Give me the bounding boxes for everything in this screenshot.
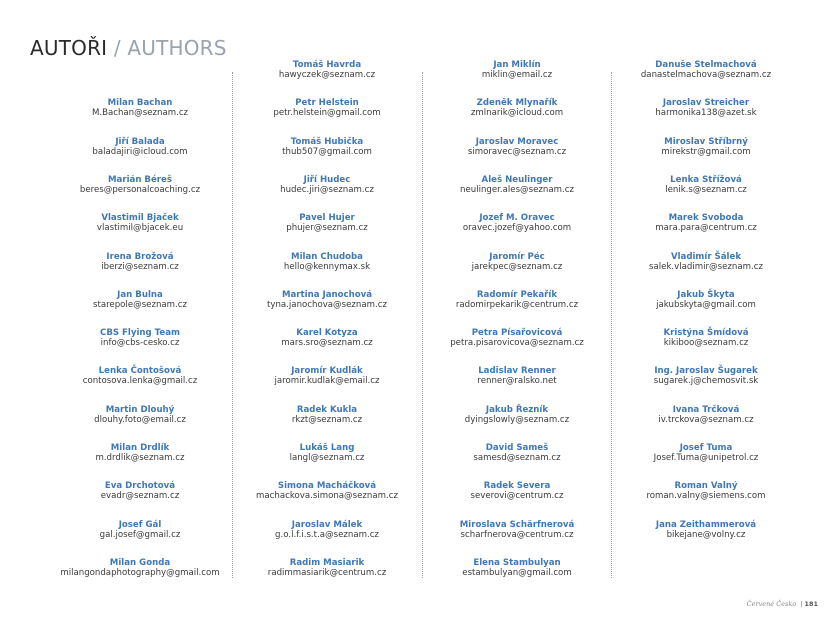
author-name: Jiří Hudec — [303, 174, 351, 185]
footer-separator: | — [800, 600, 803, 608]
author-name: Pavel Hujer — [299, 213, 355, 224]
author-name: Zdeněk Mlynařík — [476, 98, 558, 109]
author-entry — [428, 481, 606, 501]
author-name: Josef Gál — [118, 519, 162, 530]
author-entry — [617, 252, 795, 272]
author-email[interactable]: rkzt@seznam.cz — [291, 414, 363, 425]
author-email[interactable]: Josef.Tuma@unipetrol.cz — [653, 453, 759, 463]
author-email[interactable]: mirekstr@gmail.com — [661, 146, 751, 157]
author-email[interactable]: dyingslowly@seznam.cz — [464, 414, 570, 425]
author-email[interactable]: iberzi@seznam.cz — [101, 261, 179, 272]
author-name: Karel Kotyza — [296, 328, 358, 339]
author-email[interactable]: jakubskyta@gmail.com — [656, 299, 756, 310]
author-email[interactable]: neulinger.ales@seznam.cz — [460, 184, 574, 195]
author-email[interactable]: lenik.s@seznam.cz — [665, 184, 747, 195]
author-email[interactable]: samesd@seznam.cz — [473, 453, 561, 463]
author-entry — [428, 252, 606, 272]
author-email[interactable]: baladajiri@icloud.com — [92, 146, 188, 157]
author-email[interactable]: renner@ralsko.net — [477, 376, 557, 387]
author-name: Milan Bachan — [107, 98, 173, 109]
author-email[interactable]: zmlnarik@icloud.com — [470, 108, 564, 119]
author-entry — [428, 558, 606, 578]
author-entry — [617, 481, 795, 501]
author-name: Jozef M. Oravec — [479, 213, 555, 224]
author-name: Ivana Trčková — [672, 404, 740, 415]
author-name: Roman Valný — [674, 481, 738, 492]
author-entry — [51, 366, 229, 386]
author-email[interactable]: mara.para@centrum.cz — [655, 223, 757, 234]
author-email[interactable]: bikejane@volny.cz — [666, 529, 746, 540]
author-entry — [238, 328, 416, 348]
author-email[interactable]: jaromir.kudlak@email.cz — [274, 376, 380, 387]
column-divider — [611, 72, 612, 578]
author-entry — [428, 520, 606, 540]
author-email[interactable]: M.Bachan@seznam.cz — [91, 108, 189, 119]
author-entry — [238, 98, 416, 118]
title-separator: / — [107, 36, 128, 60]
author-name: Vlastimil Bjaček — [101, 213, 179, 224]
author-name: Petr Helstein — [295, 98, 359, 109]
author-name: Martina Janochová — [281, 289, 373, 300]
author-entry — [51, 98, 229, 118]
author-email[interactable]: machackova.simona@seznam.cz — [256, 491, 398, 502]
author-name: Elena Stambulyan — [473, 557, 561, 568]
author-entry — [238, 290, 416, 310]
author-email[interactable]: miklin@email.cz — [481, 70, 553, 80]
author-entry — [428, 213, 606, 233]
author-entry — [51, 443, 229, 463]
footer-magazine: Červené Česko — [746, 600, 797, 608]
author-name: Milan Drdlík — [110, 443, 170, 453]
author-email[interactable]: thub507@gmail.com — [282, 146, 372, 157]
author-entry — [51, 252, 229, 272]
author-entry — [51, 213, 229, 233]
author-email[interactable]: roman.valny@siemens.com — [646, 491, 766, 502]
author-entry — [238, 137, 416, 157]
author-name: Tomáš Havrda — [292, 60, 362, 70]
author-name: Martin Dlouhý — [105, 404, 175, 415]
author-entry — [428, 98, 606, 118]
author-email[interactable]: hudec.jiri@seznam.cz — [280, 184, 374, 195]
author-name: Radek Kukla — [296, 404, 358, 415]
author-name: Petra Písařovicová — [471, 328, 563, 339]
author-entry — [428, 405, 606, 425]
page-footer — [747, 600, 818, 608]
author-name: Radim Masiarik — [289, 557, 365, 568]
author-email[interactable]: info@cbs-cesko.cz — [100, 338, 180, 349]
author-email[interactable]: phujer@seznam.cz — [286, 223, 368, 234]
author-entry — [617, 290, 795, 310]
author-email[interactable]: estambulyan@gmail.com — [462, 567, 572, 578]
author-name: Jaroslav Moravec — [475, 136, 559, 147]
author-entry — [238, 558, 416, 578]
author-name: Ladislav Renner — [478, 366, 556, 377]
author-email[interactable]: m.drdlik@seznam.cz — [95, 453, 185, 463]
author-email[interactable]: kikiboo@seznam.cz — [663, 338, 749, 349]
author-entry — [428, 366, 606, 386]
author-entry — [238, 366, 416, 386]
author-name: Vladimír Šálek — [670, 251, 742, 262]
author-email[interactable]: jarekpec@seznam.cz — [471, 261, 563, 272]
author-entry — [617, 175, 795, 195]
author-email[interactable]: milangondaphotography@gmail.com — [60, 567, 220, 578]
author-entry — [238, 520, 416, 540]
author-email[interactable]: petra.pisarovicova@seznam.cz — [450, 338, 584, 349]
author-entry — [51, 175, 229, 195]
author-name: Josef Tuma — [679, 443, 733, 453]
author-email[interactable]: radimmasiarik@centrum.cz — [267, 567, 387, 578]
author-name: Danuše Stelmachová — [655, 60, 757, 70]
author-name: Miroslava Schärfnerová — [459, 519, 575, 530]
author-entry — [238, 443, 416, 463]
author-name: Radek Severa — [483, 481, 551, 492]
author-email[interactable]: vlastimil@bjacek.eu — [96, 223, 184, 234]
author-name: Kristýna Šmídová — [663, 328, 749, 339]
author-name: Lenka Střížová — [670, 174, 742, 185]
author-email[interactable]: scharfnerova@centrum.cz — [460, 529, 574, 540]
author-email[interactable]: harmonika138@azet.sk — [655, 108, 757, 119]
author-entry — [617, 98, 795, 118]
author-entry — [617, 520, 795, 540]
author-email[interactable]: mars.sro@seznam.cz — [281, 338, 373, 349]
author-email[interactable]: danastelmachova@seznam.cz — [640, 70, 772, 80]
author-email[interactable]: severovi@centrum.cz — [470, 491, 564, 502]
author-entry — [51, 520, 229, 540]
author-email[interactable]: simoravec@seznam.cz — [467, 146, 567, 157]
author-email[interactable]: iv.trckova@seznam.cz — [658, 414, 754, 425]
author-entry — [428, 60, 606, 80]
author-entry — [617, 443, 795, 463]
author-name: Irena Brožová — [106, 251, 174, 262]
author-entry — [428, 290, 606, 310]
author-name: Milan Gonda — [109, 557, 171, 568]
author-entry — [617, 60, 795, 80]
author-entry — [428, 443, 606, 463]
author-name: Jakub Řezník — [485, 404, 549, 415]
page-number: 181 — [804, 600, 818, 608]
author-entry — [238, 481, 416, 501]
author-entry — [428, 137, 606, 157]
author-name: Milan Chudoba — [291, 251, 363, 262]
author-name: Jaroslav Málek — [291, 519, 363, 530]
author-name: David Sameš — [485, 443, 549, 453]
author-name: Jaromír Kudlák — [291, 366, 363, 377]
author-entry — [428, 328, 606, 348]
author-email[interactable]: langl@seznam.cz — [289, 453, 365, 463]
author-name: Marek Svoboda — [668, 213, 744, 224]
author-entry — [617, 137, 795, 157]
author-name: Simona Macháčková — [277, 481, 377, 492]
author-email[interactable]: evadr@seznam.cz — [100, 491, 180, 502]
author-name: Radomír Pekařík — [476, 289, 558, 300]
author-name: Lukáš Lang — [299, 443, 355, 453]
author-name: Jakub Škyta — [677, 289, 735, 300]
author-email[interactable]: dlouhy.foto@email.cz — [94, 414, 186, 425]
author-name: Marián Béreš — [107, 174, 172, 185]
column-divider — [232, 72, 233, 578]
author-email[interactable]: g.o.l.f.i.s.t.a@seznam.cz — [275, 529, 379, 540]
author-name: Jaroslav Streicher — [662, 98, 750, 109]
author-entry — [617, 405, 795, 425]
column-divider — [422, 72, 423, 578]
author-email[interactable]: petr.helstein@gmail.com — [273, 108, 381, 119]
author-name: Tomáš Hubička — [290, 136, 364, 147]
author-name: Jana Zeithammerová — [655, 519, 757, 530]
author-name: Ing. Jaroslav Šugarek — [654, 366, 758, 377]
author-entry — [238, 213, 416, 233]
author-entry — [51, 405, 229, 425]
author-email[interactable]: sugarek.j@chemosvit.sk — [653, 376, 759, 387]
author-entry — [617, 328, 795, 348]
author-email[interactable]: starepole@seznam.cz — [92, 299, 188, 310]
author-entry — [617, 213, 795, 233]
author-email[interactable]: contosova.lenka@gmail.cz — [82, 376, 198, 387]
author-entry — [617, 366, 795, 386]
author-email[interactable]: salek.vladimir@seznam.cz — [649, 261, 763, 272]
title-primary: AUTOŘI — [30, 36, 108, 60]
author-entry — [238, 60, 416, 80]
author-email[interactable]: gal.josef@gmail.cz — [99, 529, 181, 540]
author-email[interactable]: tyna.janochova@seznam.cz — [267, 299, 387, 310]
author-entry — [51, 481, 229, 501]
page-title — [30, 36, 227, 60]
author-email[interactable]: oravec.jozef@yahoo.com — [462, 223, 572, 234]
author-entry — [51, 328, 229, 348]
author-name: Jaromír Péc — [489, 251, 545, 262]
author-email[interactable]: hawyczek@seznam.cz — [278, 70, 376, 80]
author-entry — [238, 405, 416, 425]
author-email[interactable]: beres@personalcoaching.cz — [79, 184, 201, 195]
author-name: Jan Miklín — [493, 60, 541, 70]
author-name: Miroslav Stříbrný — [664, 136, 748, 147]
title-secondary: AUTHORS — [127, 36, 227, 60]
author-name: Eva Drchotová — [104, 481, 176, 492]
author-entry — [51, 558, 229, 578]
author-name: Aleš Neulinger — [481, 174, 553, 185]
author-name: Lenka Čontošová — [98, 366, 182, 377]
author-entry — [51, 290, 229, 310]
author-email[interactable]: radomirpekarik@centrum.cz — [455, 299, 579, 310]
author-entry — [51, 137, 229, 157]
author-name: Jan Bulna — [117, 289, 163, 300]
author-name: Jiří Balada — [115, 136, 165, 147]
author-name: CBS Flying Team — [100, 328, 180, 339]
author-entry — [238, 175, 416, 195]
author-entry — [428, 175, 606, 195]
author-entry — [238, 252, 416, 272]
author-email[interactable]: hello@kennymax.sk — [283, 261, 371, 272]
